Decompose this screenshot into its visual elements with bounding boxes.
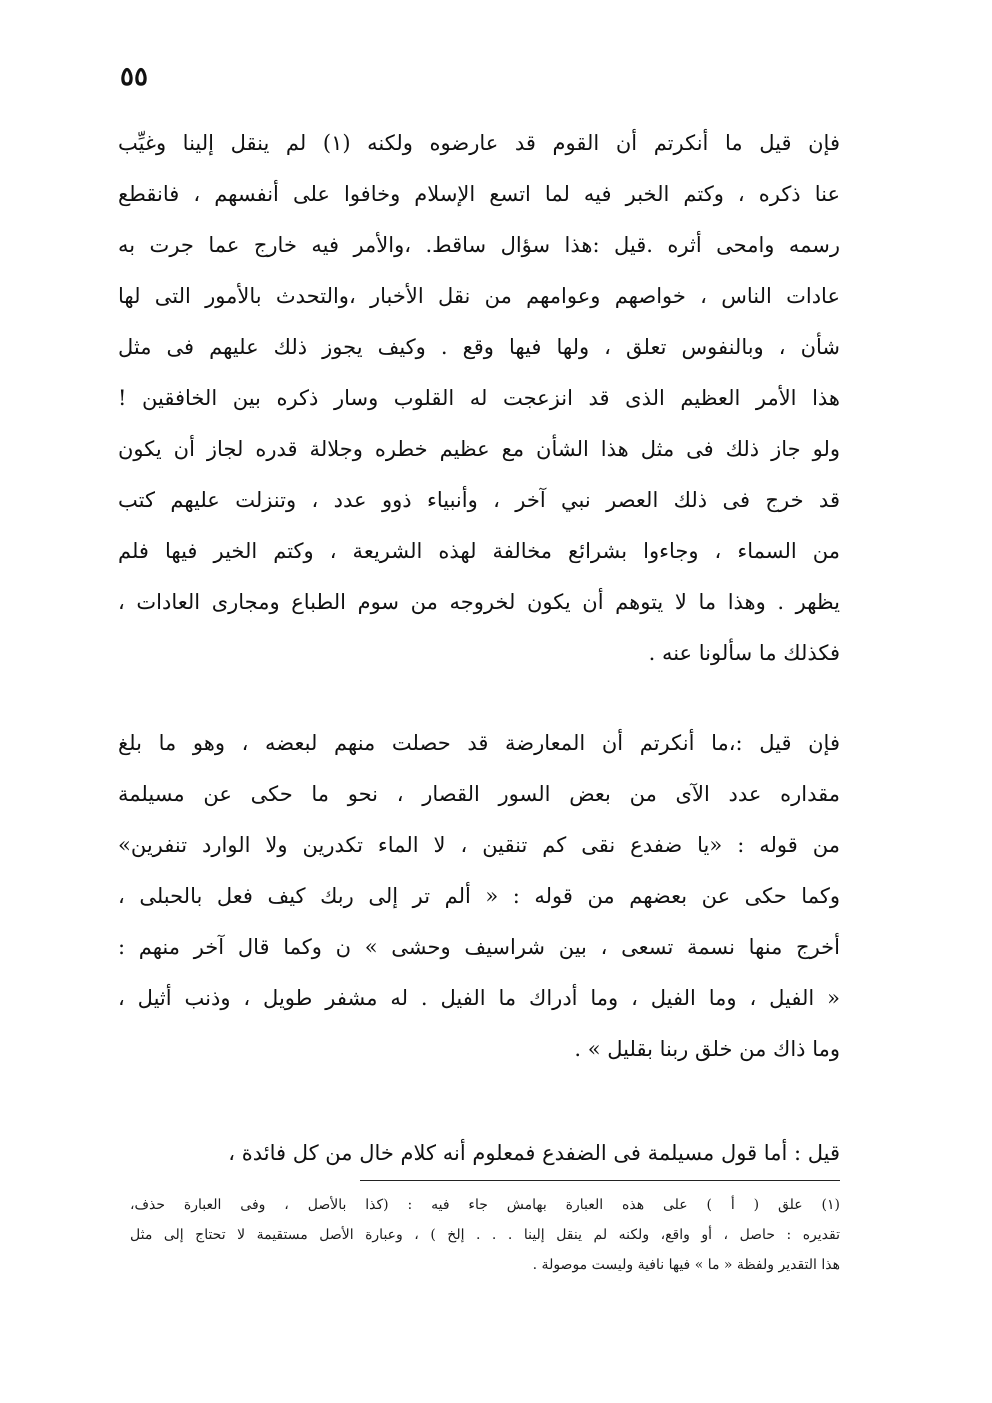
text-line: شأن ، وبالنفوس تعلق ، ولها فيها وقع . وكيف يجوز ذلك عليهم فى مثل [118,335,840,359]
page-number: ٥٥ [120,62,148,92]
footnote-line: (١) علق ( أ ) على هذه العبارة بهامش جاء فيه : (كذا بالأصل ، وفى العبارة حذف، [130,1197,840,1213]
text-line: وكما حكى عن بعضهم من قوله : « ألم تر إلى ربك كيف فعل بالحبلى ، [118,884,840,908]
text-line: هذا الأمر العظيم الذى قد انزعجت له القلوب وسار ذكره بين الخافقين ! [118,386,840,410]
text-line: قد خرج فى ذلك العصر نبي آخر ، وأنبياء ذوو عدد ، وتنزلت عليهم كتب [118,488,840,512]
text-line: من قوله : «يا ضفدع نقى كم تنقين ، لا الماء تكدرين ولا الوارد تنفرين» [118,833,840,857]
text-line: من السماء ، وجاءوا بشرائع مخالفة لهذه الشريعة ، وكتم الخير فيها فلم [118,539,840,563]
text-line: عنا ذكره ، وكتم الخبر فيه لما اتسع الإسلام وخافوا على أنفسهم ، فانقطع [118,182,840,206]
paragraph-2 [118,718,840,1075]
text-line: فإن قيل :،ما أنكرتم أن المعارضة قد حصلت منهم لبعضه ، وهو ما بلغ [118,731,840,755]
footnote [130,1190,840,1280]
footnote-separator [360,1180,840,1181]
text-line: عادات الناس ، خواصهم وعوامهم من نقل الأخبار ،والتحدث بالأمور التى لها [118,284,840,308]
footnote-line: تقديره : حاصل ، أو واقع، ولكنه لم ينقل إلينا . . . إلخ ) ، وعبارة الأصل مستقيمة لا تحتاج إلى مثل [130,1227,840,1243]
text-line: فكذلك ما سألونا عنه . [648,641,840,665]
text-line: فإن قيل ما أنكرتم أن القوم قد عارضوه ولكنه (١) لم ينقل إلينا وغيِّب [118,131,840,155]
text-line: مقداره عدد الآى من بعض السور القصار ، نحو ما حكى عن مسيلمة [118,782,840,806]
text-line: أخرج منها نسمة تسعى ، بين شراسيف وحشى » ن وكما قال آخر منهم : [118,935,840,959]
text-line: يظهر . وهذا ما لا يتوهم أن يكون لخروجه من سوم الطباع ومجارى العادات ، [118,590,840,614]
text-line: وما ذاك من خلق ربنا بقليل » . [574,1037,840,1061]
text-line: ولو جاز ذلك فى مثل هذا الشأن مع عظيم خطره وجلالة قدره لجاز أن يكون [118,437,840,461]
text-line: رسمه وامحى أثره .قيل :هذا سؤال ساقط. ،والأمر فيه خارج عما جرت به [118,233,840,257]
paragraph-3 [118,1128,840,1179]
text-line: قيل : أما قول مسيلمة فى الضفدع فمعلوم أنه كلام خال من كل فائدة ، [228,1141,840,1165]
text-line: « الفيل ، وما الفيل ، وما أدراك ما الفيل . له مشفر طويل ، وذنب أثيل ، [118,986,840,1010]
paragraph-1 [118,118,840,679]
footnote-line: هذا التقدير ولفظة « ما » فيها نافية وليست موصولة . [532,1257,840,1273]
